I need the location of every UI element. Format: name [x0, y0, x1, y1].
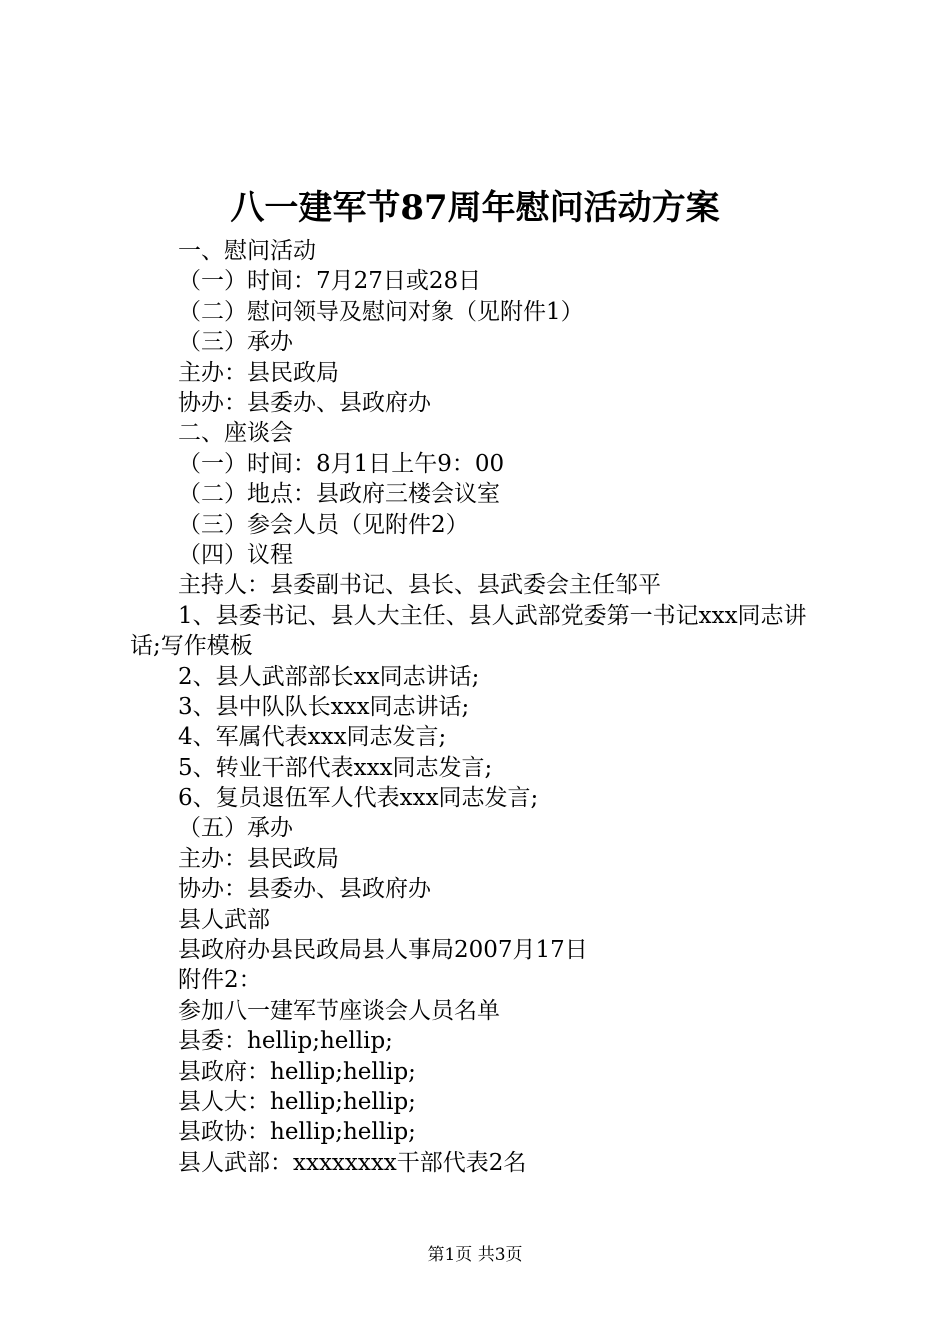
- text-line: 2、县人武部部长xx同志讲话;: [178, 663, 480, 690]
- text-line: 主办：县民政局: [178, 359, 339, 386]
- text-line: 5、转业干部代表xxx同志发言;: [178, 754, 493, 781]
- text-line: （三）参会人员（见附件2）: [178, 511, 469, 538]
- section-heading: 一、慰问活动: [178, 238, 316, 264]
- page-footer: 第1页 共3页: [427, 1245, 523, 1265]
- section-heading: 二、座谈会: [178, 420, 293, 447]
- text-line: （二）地点：县政府三楼会议室: [178, 481, 500, 508]
- text-line: 县委：hellip;hellip;: [178, 1028, 393, 1055]
- text-line: 县人武部: [178, 906, 270, 933]
- text-line: 主办：县民政局: [178, 845, 339, 872]
- text-line: 协办：县委办、县政府办: [178, 389, 431, 416]
- text-line: 参加八一建军节座谈会人员名单: [178, 997, 500, 1024]
- text-line: 附件2：: [178, 967, 262, 994]
- text-line: （一）时间：8月1日上午9：00: [178, 450, 505, 477]
- text-line: （四）议程: [178, 541, 293, 568]
- text-line: 县政协：hellip;hellip;: [178, 1119, 416, 1146]
- text-line: （一）时间：7月27日或28日: [178, 268, 482, 295]
- text-line: （三）承办: [178, 329, 293, 356]
- text-line: （五）承办: [178, 815, 293, 842]
- document-body: [130, 236, 830, 1178]
- text-line: 县人大：hellip;hellip;: [178, 1088, 416, 1115]
- text-line: 6、复员退伍军人代表xxx同志发言;: [178, 785, 539, 812]
- text-line: 县政府办县民政局县人事局2007月17日: [178, 937, 588, 964]
- text-line: 县人武部：xxxxxxxx干部代表2名: [178, 1149, 527, 1176]
- text-line: 4、军属代表xxx同志发言;: [178, 724, 447, 751]
- text-line: 县政府：hellip;hellip;: [178, 1058, 416, 1085]
- text-line: （二）慰问领导及慰问对象（见附件1）: [178, 298, 584, 325]
- text-line: 协办：县委办、县政府办: [178, 876, 431, 903]
- text-paragraph-wrapped: 1、县委书记、县人大主任、县人武部党委第一书记xxx同志讲话;写作模板: [130, 602, 807, 660]
- text-line: 3、县中队队长xxx同志讲话;: [178, 693, 470, 720]
- document-title: 八一建军节87周年慰问活动方案: [230, 188, 720, 228]
- text-line: 主持人：县委副书记、县长、县武委会主任邹平: [178, 572, 661, 599]
